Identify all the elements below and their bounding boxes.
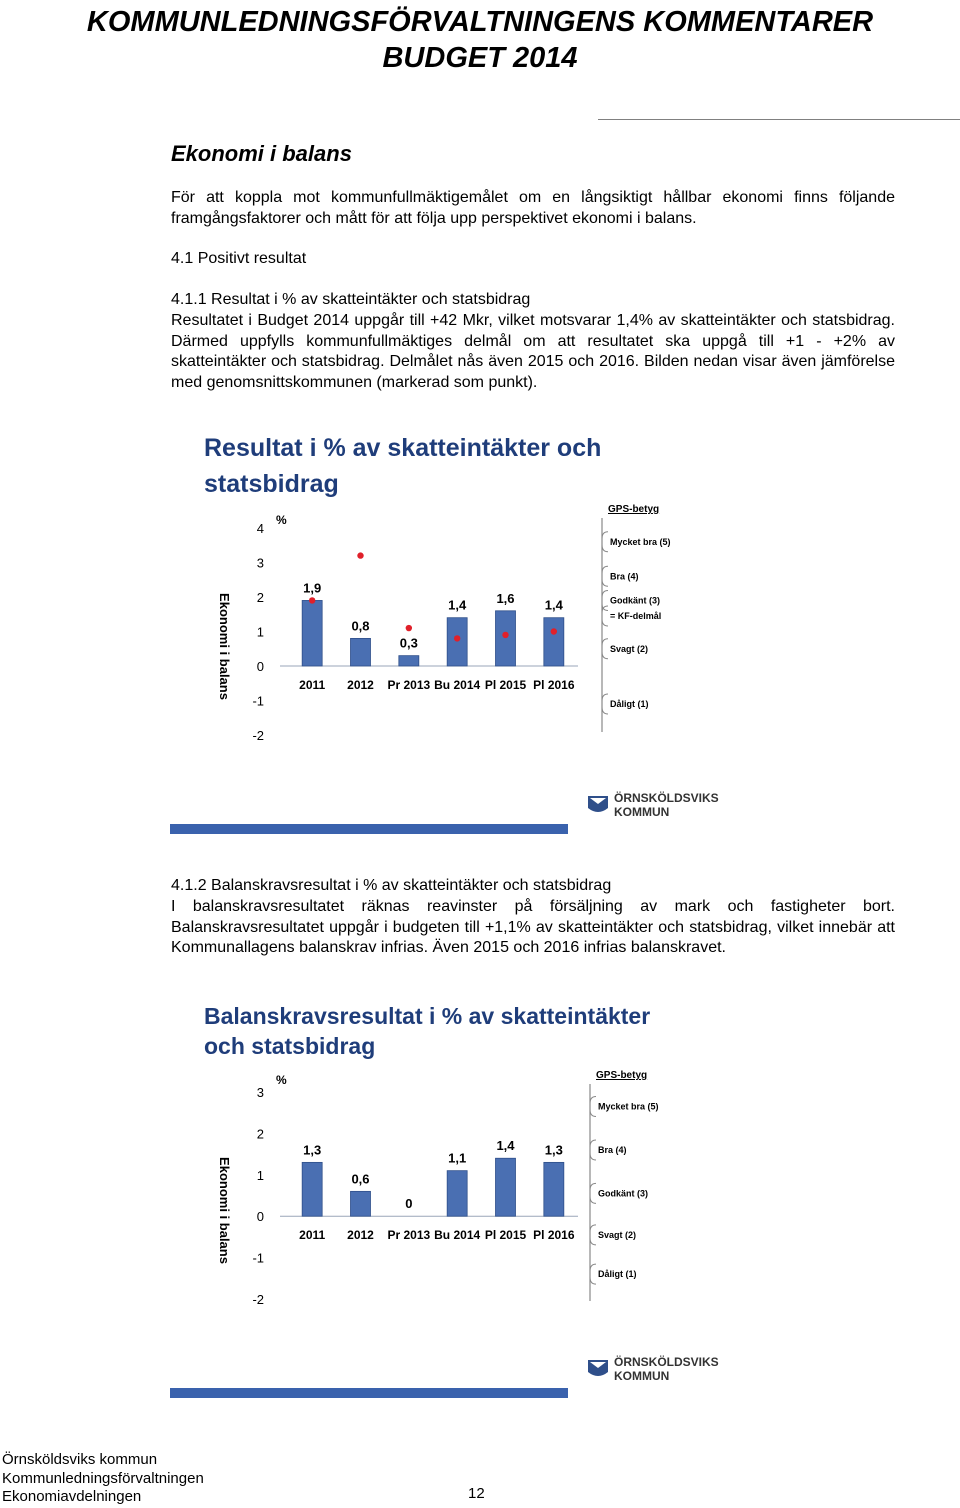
bar-value-label: 1,4 xyxy=(448,597,467,613)
bar xyxy=(496,611,516,666)
x-tick-label: 2012 xyxy=(347,678,374,692)
bar xyxy=(302,600,322,666)
footer xyxy=(2,1451,204,1507)
subsection-title: 4.1 Positivt resultat xyxy=(171,250,307,267)
side-label: Ekonomi i balans xyxy=(217,1157,232,1264)
bar-value-label: 0,3 xyxy=(399,635,418,651)
bar xyxy=(351,1191,371,1216)
bar-value-label: 1,4 xyxy=(496,1138,515,1154)
y-tick-label: 3 xyxy=(256,1085,264,1100)
bar-value-label: 0,6 xyxy=(351,1171,370,1187)
x-tick-label: Pl 2015 xyxy=(484,1228,527,1243)
bar-value-label: 0 xyxy=(405,1196,413,1212)
scale-bracket xyxy=(602,532,608,552)
y-tick-label: -2 xyxy=(252,728,264,743)
bar xyxy=(544,618,564,666)
header-title-line2: BUDGET 2014 xyxy=(382,42,578,74)
logo-text-line2: KOMMUN xyxy=(614,1369,670,1383)
y-tick-label: -2 xyxy=(252,1292,264,1307)
x-tick-label: Pr 2013 xyxy=(387,1228,431,1243)
comparison-point xyxy=(502,632,508,638)
scale-bracket xyxy=(590,1140,596,1160)
scale-title: GPS-betyg xyxy=(596,1070,648,1081)
top-edge xyxy=(170,976,732,981)
footer-department: Kommunledningsförvaltningen xyxy=(2,1469,204,1487)
chart-resultat-svg xyxy=(170,412,732,834)
chart-title-line2: och statsbidrag xyxy=(204,1033,376,1059)
scale-entry-label: Mycket bra (5) xyxy=(610,536,671,547)
logo-text-line1: ÖRNSKÖLDSVIKS xyxy=(614,791,719,805)
scale-bracket xyxy=(590,1096,596,1116)
scale-entry-label: Bra (4) xyxy=(598,1144,627,1155)
intro-paragraph: För att koppla mot kommunfullmäktigemålet om en långsiktigt hållbar ekonomi finns följande framgångsfaktorer och mått för att följa upp perspektivet ekonomi i balans. xyxy=(171,189,895,227)
scale-bracket xyxy=(590,1264,596,1284)
comparison-point xyxy=(551,628,557,634)
chart-resultat xyxy=(170,412,732,834)
scale-bracket xyxy=(602,566,608,586)
item1-title: 4.1.1 Resultat i % av skatteintäkter och statsbidrag xyxy=(171,291,531,308)
side-label: Ekonomi i balans xyxy=(217,593,232,700)
comparison-point xyxy=(357,552,363,558)
scale-bracket xyxy=(602,639,608,659)
comparison-point xyxy=(454,635,460,641)
bottom-band xyxy=(170,1388,568,1398)
scale-title: GPS-betyg xyxy=(608,504,660,515)
scale-entry-label: Mycket bra (5) xyxy=(598,1101,659,1112)
bar xyxy=(496,1158,516,1216)
bar xyxy=(447,1171,467,1217)
chart-title-line2: statsbidrag xyxy=(204,470,339,498)
item2-title: 4.1.2 Balanskravsresultat i % av skatteintäkter och statsbidrag xyxy=(171,877,612,894)
y-tick-label: 0 xyxy=(256,659,264,674)
scale-entry-label: Dåligt (1) xyxy=(598,1269,637,1280)
top-edge xyxy=(170,412,732,417)
chart-title-line1: Balanskravsresultat i % av skatteintäkter xyxy=(204,1003,651,1029)
chart-title-line1: Resultat i % av skatteintäkter och xyxy=(204,434,602,462)
y-tick-label: 1 xyxy=(256,624,264,640)
scale-bracket xyxy=(602,694,608,714)
x-tick-label: 2012 xyxy=(347,1228,374,1243)
section-title: Ekonomi i balans xyxy=(171,141,352,166)
x-tick-label: Pl 2016 xyxy=(533,1228,575,1243)
comparison-point xyxy=(406,625,412,631)
municipality-logo xyxy=(588,1354,719,1383)
bar-value-label: 0,8 xyxy=(351,618,370,634)
bar-value-label: 1,9 xyxy=(303,580,322,596)
bar xyxy=(447,618,467,666)
scale-bracket xyxy=(590,1183,596,1203)
scale-entry-label: = KF-delmål xyxy=(610,610,662,621)
scale-entry-label: Dåligt (1) xyxy=(610,698,649,709)
logo-text-line2: KOMMUN xyxy=(614,805,670,819)
page-header xyxy=(0,4,960,76)
y-unit-label: % xyxy=(276,1073,287,1087)
x-tick-label: Bu 2014 xyxy=(434,1228,481,1243)
y-tick-label: 2 xyxy=(256,1126,264,1142)
y-tick-label: -1 xyxy=(252,1250,264,1266)
y-tick-label: 2 xyxy=(256,590,264,605)
scale-bracket xyxy=(602,590,608,610)
chart-balanskrav-svg xyxy=(170,976,732,1398)
x-tick-label: Pr 2013 xyxy=(387,678,431,692)
y-tick-label: -1 xyxy=(252,693,264,709)
bar-value-label: 1,3 xyxy=(303,1142,322,1158)
item2-paragraph: I balanskravsresultatet räknas reavinster på försäljning av mark och fastigheter bort. Balanskravsresultatet uppgår i budgeten till +1,1% av skatteintäkter och statsbidrag, vilket innebär att Kommunallagens balanskrav infrias. Även 2015 och 2016 infrias balanskravet. xyxy=(171,898,895,956)
bar-value-label: 1,3 xyxy=(544,1142,563,1158)
page-number: 12 xyxy=(468,1485,485,1502)
y-tick-label: 4 xyxy=(256,521,264,536)
scale-entry-label: Godkänt (3) xyxy=(610,595,661,606)
y-tick-label: 0 xyxy=(256,1209,264,1225)
item1-paragraph: Resultatet i Budget 2014 uppgår till +42 Mkr, vilket motsvarar 1,4% av skatteintäkter och statsbidrag. Därmed uppfylls kommunfullmäktiges delmål om att resultatet ska uppgå till +1 - +2% av skatteintäkter och statsbidrag. Delmålet nås även 2015 och 2016. Bilden nedan visar även jämförelse med genomsnittskommunen (markerad som punkt). xyxy=(171,312,895,391)
x-tick-label: 2011 xyxy=(299,1228,326,1243)
scale-entry-label: Svagt (2) xyxy=(610,643,649,654)
scale-bracket xyxy=(602,606,608,626)
bottom-band xyxy=(170,824,568,834)
bar-value-label: 1,4 xyxy=(544,597,563,613)
x-tick-label: Bu 2014 xyxy=(434,678,481,692)
comparison-point xyxy=(309,597,315,603)
bar xyxy=(544,1162,564,1216)
scale-entry-label: Godkänt (3) xyxy=(598,1188,649,1199)
footer-organization: Örnsköldsviks kommun xyxy=(2,1451,158,1468)
logo-text-line1: ÖRNSKÖLDSVIKS xyxy=(614,1355,719,1369)
chart-balanskrav xyxy=(170,976,732,1398)
bar xyxy=(399,656,419,666)
bar xyxy=(302,1162,322,1216)
municipality-logo xyxy=(588,790,719,819)
y-tick-label: 3 xyxy=(256,555,264,571)
footer-unit: Ekonomiavdelningen xyxy=(2,1488,142,1505)
bar-value-label: 1,6 xyxy=(496,590,515,606)
header-divider xyxy=(598,119,960,120)
bar-value-label: 1,1 xyxy=(448,1150,467,1166)
header-title-line1: KOMMUNLEDNINGSFÖRVALTNINGENS KOMMENTARER xyxy=(86,6,874,38)
x-tick-label: Pl 2015 xyxy=(484,678,527,692)
x-tick-label: 2011 xyxy=(299,678,326,692)
y-tick-label: 1 xyxy=(256,1167,264,1183)
y-unit-label: % xyxy=(276,513,287,527)
scale-bracket xyxy=(590,1225,596,1245)
scale-entry-label: Bra (4) xyxy=(610,571,639,582)
x-tick-label: Pl 2016 xyxy=(533,678,575,692)
bar xyxy=(351,638,371,666)
scale-entry-label: Svagt (2) xyxy=(598,1229,637,1240)
